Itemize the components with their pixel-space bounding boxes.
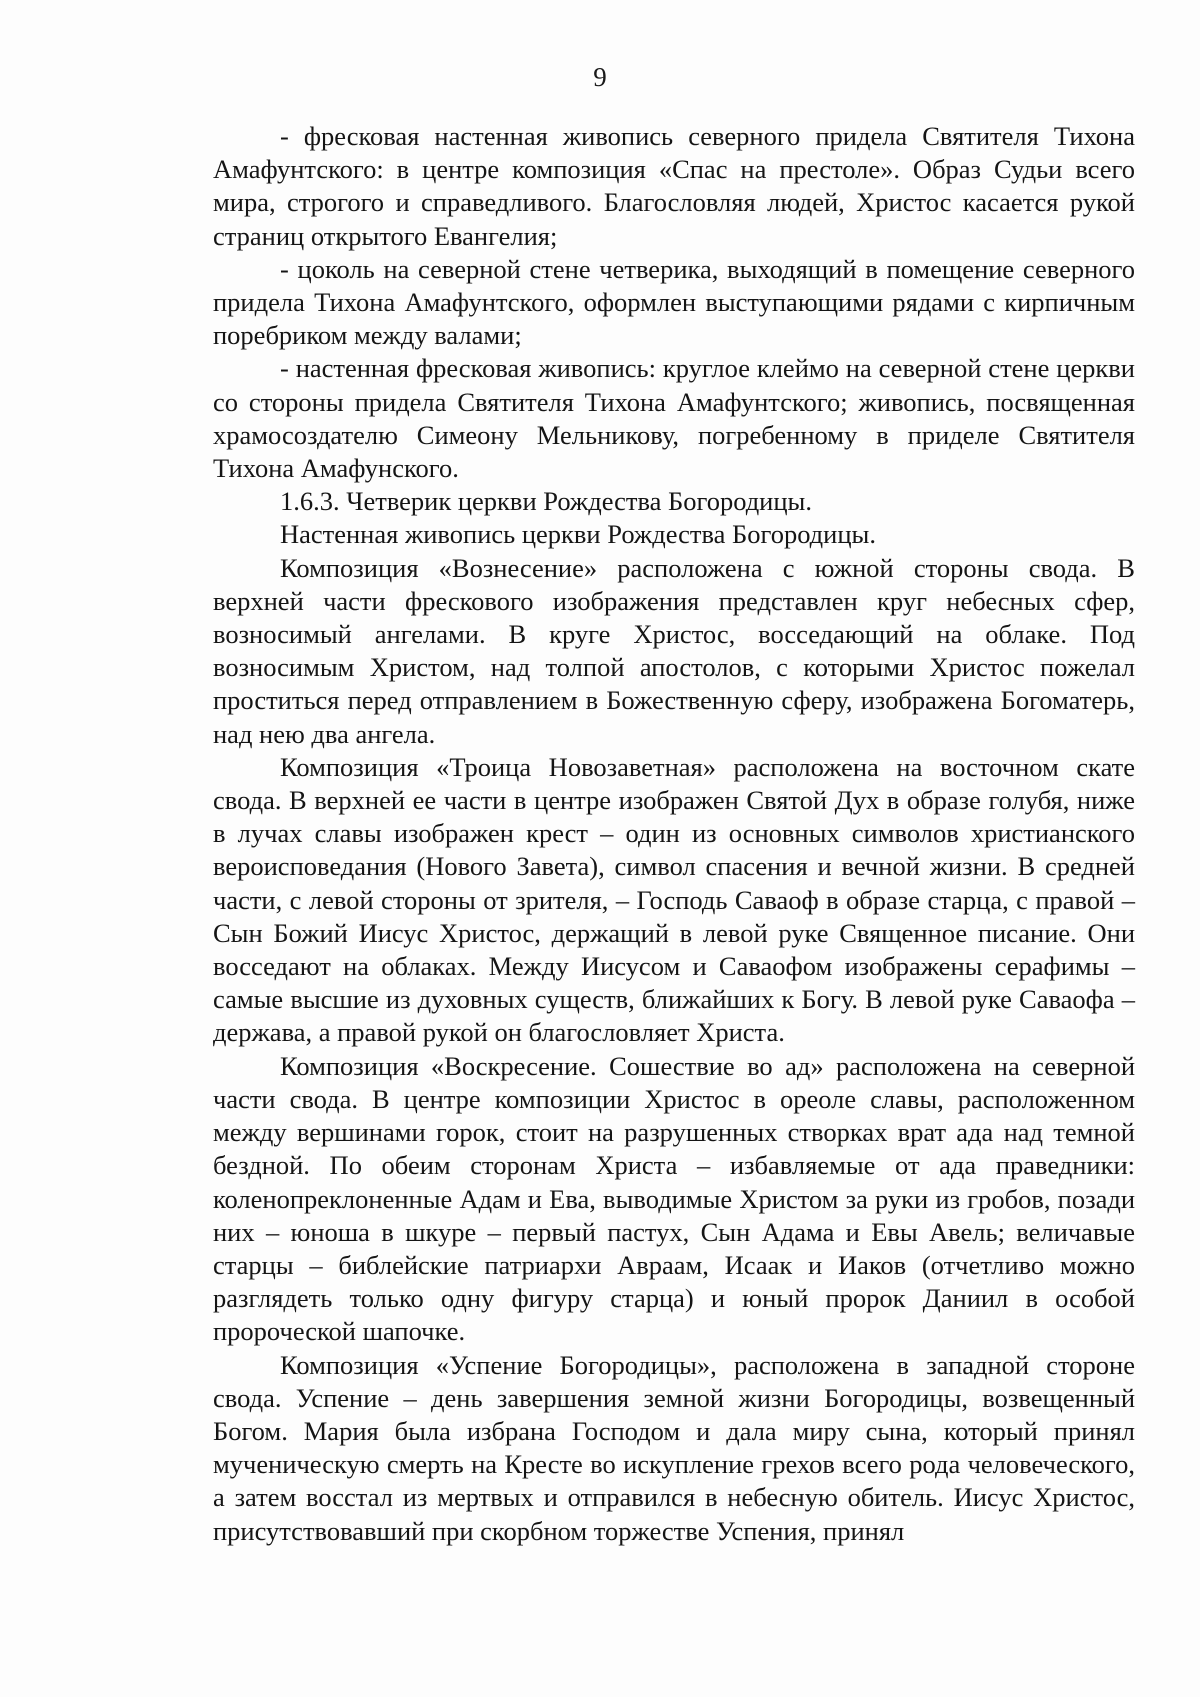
paragraph-trinity: Композиция «Троица Новозаветная» расположена на восточном скате свода. В верхней ее части в центре изображен Святой Дух в образе голубя, ниже в лучах славы изображен крест – один из основных символов христианского вероисповедания (Нового Завета), символ спасения и вечной жизни. В средней части, с левой стороны от зрителя, – Господь Саваоф в образе старца, с правой – Сын Божий Иисус Христос, держащий в левой руке Священное писание. Они восседают на облаках. Между Иисусом и Саваофом изображены серафимы – самые высшие из духовных существ, ближайших к Богу. В левой руке Саваофа – держава, а правой рукой он благословляет Христа. [213,751,1135,1048]
paragraph-north-chapel-fresco: - фресковая настенная живопись северного придела Святителя Тихона Амафунтского: в центре композиция «Спас на престоле». Образ Судьи всего мира, строгого и справедливого. Благословляя людей, Христос касается рукой страниц открытого Евангелия; [213,121,1135,251]
paragraph-resurrection: Композиция «Воскресение. Сошествие во ад» расположена на северной части свода. В центре композиции Христос в ореоле славы, расположенном между вершинами горок, стоит на разрушенных створках врат ада над темной бездной. По обеим сторонам Христа – избавляемые от ада праведники: коленопреклоненные Адам и Ева, выводимые Христом за руки из гробов, позади них – юноша в шкуре – первый пастух, Сын Адама и Евы Авель; величавые старцы – библейские патриархи Авраам, Исаак и Иаков (отчетливо можно разглядеть только одну фигуру старца) и юный пророк Даниил в особой пророческой шапочке. [213,1050,1135,1347]
paragraph-round-medallion: - настенная фресковая живопись: круглое клеймо на северной стене церкви со стороны придела Святителя Тихона Амафунтского; живопись, посвященная храмосоздателю Симеону Мельникову, погребенному в приделе Святителя Тихона Амафунского. [213,353,1135,484]
paragraph-north-wall-plinth: - цоколь на северной стене четверика, выходящий в помещение северного придела Тихона Амафунтского, оформлен выступающими рядами с кирпичным поребриком между валами; [213,253,1135,351]
body-text [213,120,1135,1548]
paragraph-ascension: Композиция «Вознесение» расположена с южной стороны свода. В верхней части фрескового изображения представлен круг небесных сфер, возносимый ангелами. В круге Христос, восседающий на облаке. Под возносимым Христом, над толпой апостолов, с которыми Христос пожелал проститься перед отправлением в Божественную сферу, изображена Богоматерь, над нею два ангела. [213,552,1135,749]
paragraph-dormition: Композиция «Успение Богородицы», расположена в западной стороне свода. Успение – день завершения земной жизни Богородицы, возвещенный Богом. Мария была избрана Господом и дала миру сына, который принял мученическую смерть на Кресте во искупление грехов всего рода человеческого, а затем восстал из мертвых и отправился в небесную обитель. Иисус Христос, присутствовавший при скорбном торжестве Успения, принял [213,1349,1135,1546]
page-number: 9 [593,62,607,92]
subheading-wall-painting: Настенная живопись церкви Рождества Богородицы. [280,519,876,550]
section-heading-1-6-3: 1.6.3. Четверик церкви Рождества Богородицы. [280,486,812,517]
